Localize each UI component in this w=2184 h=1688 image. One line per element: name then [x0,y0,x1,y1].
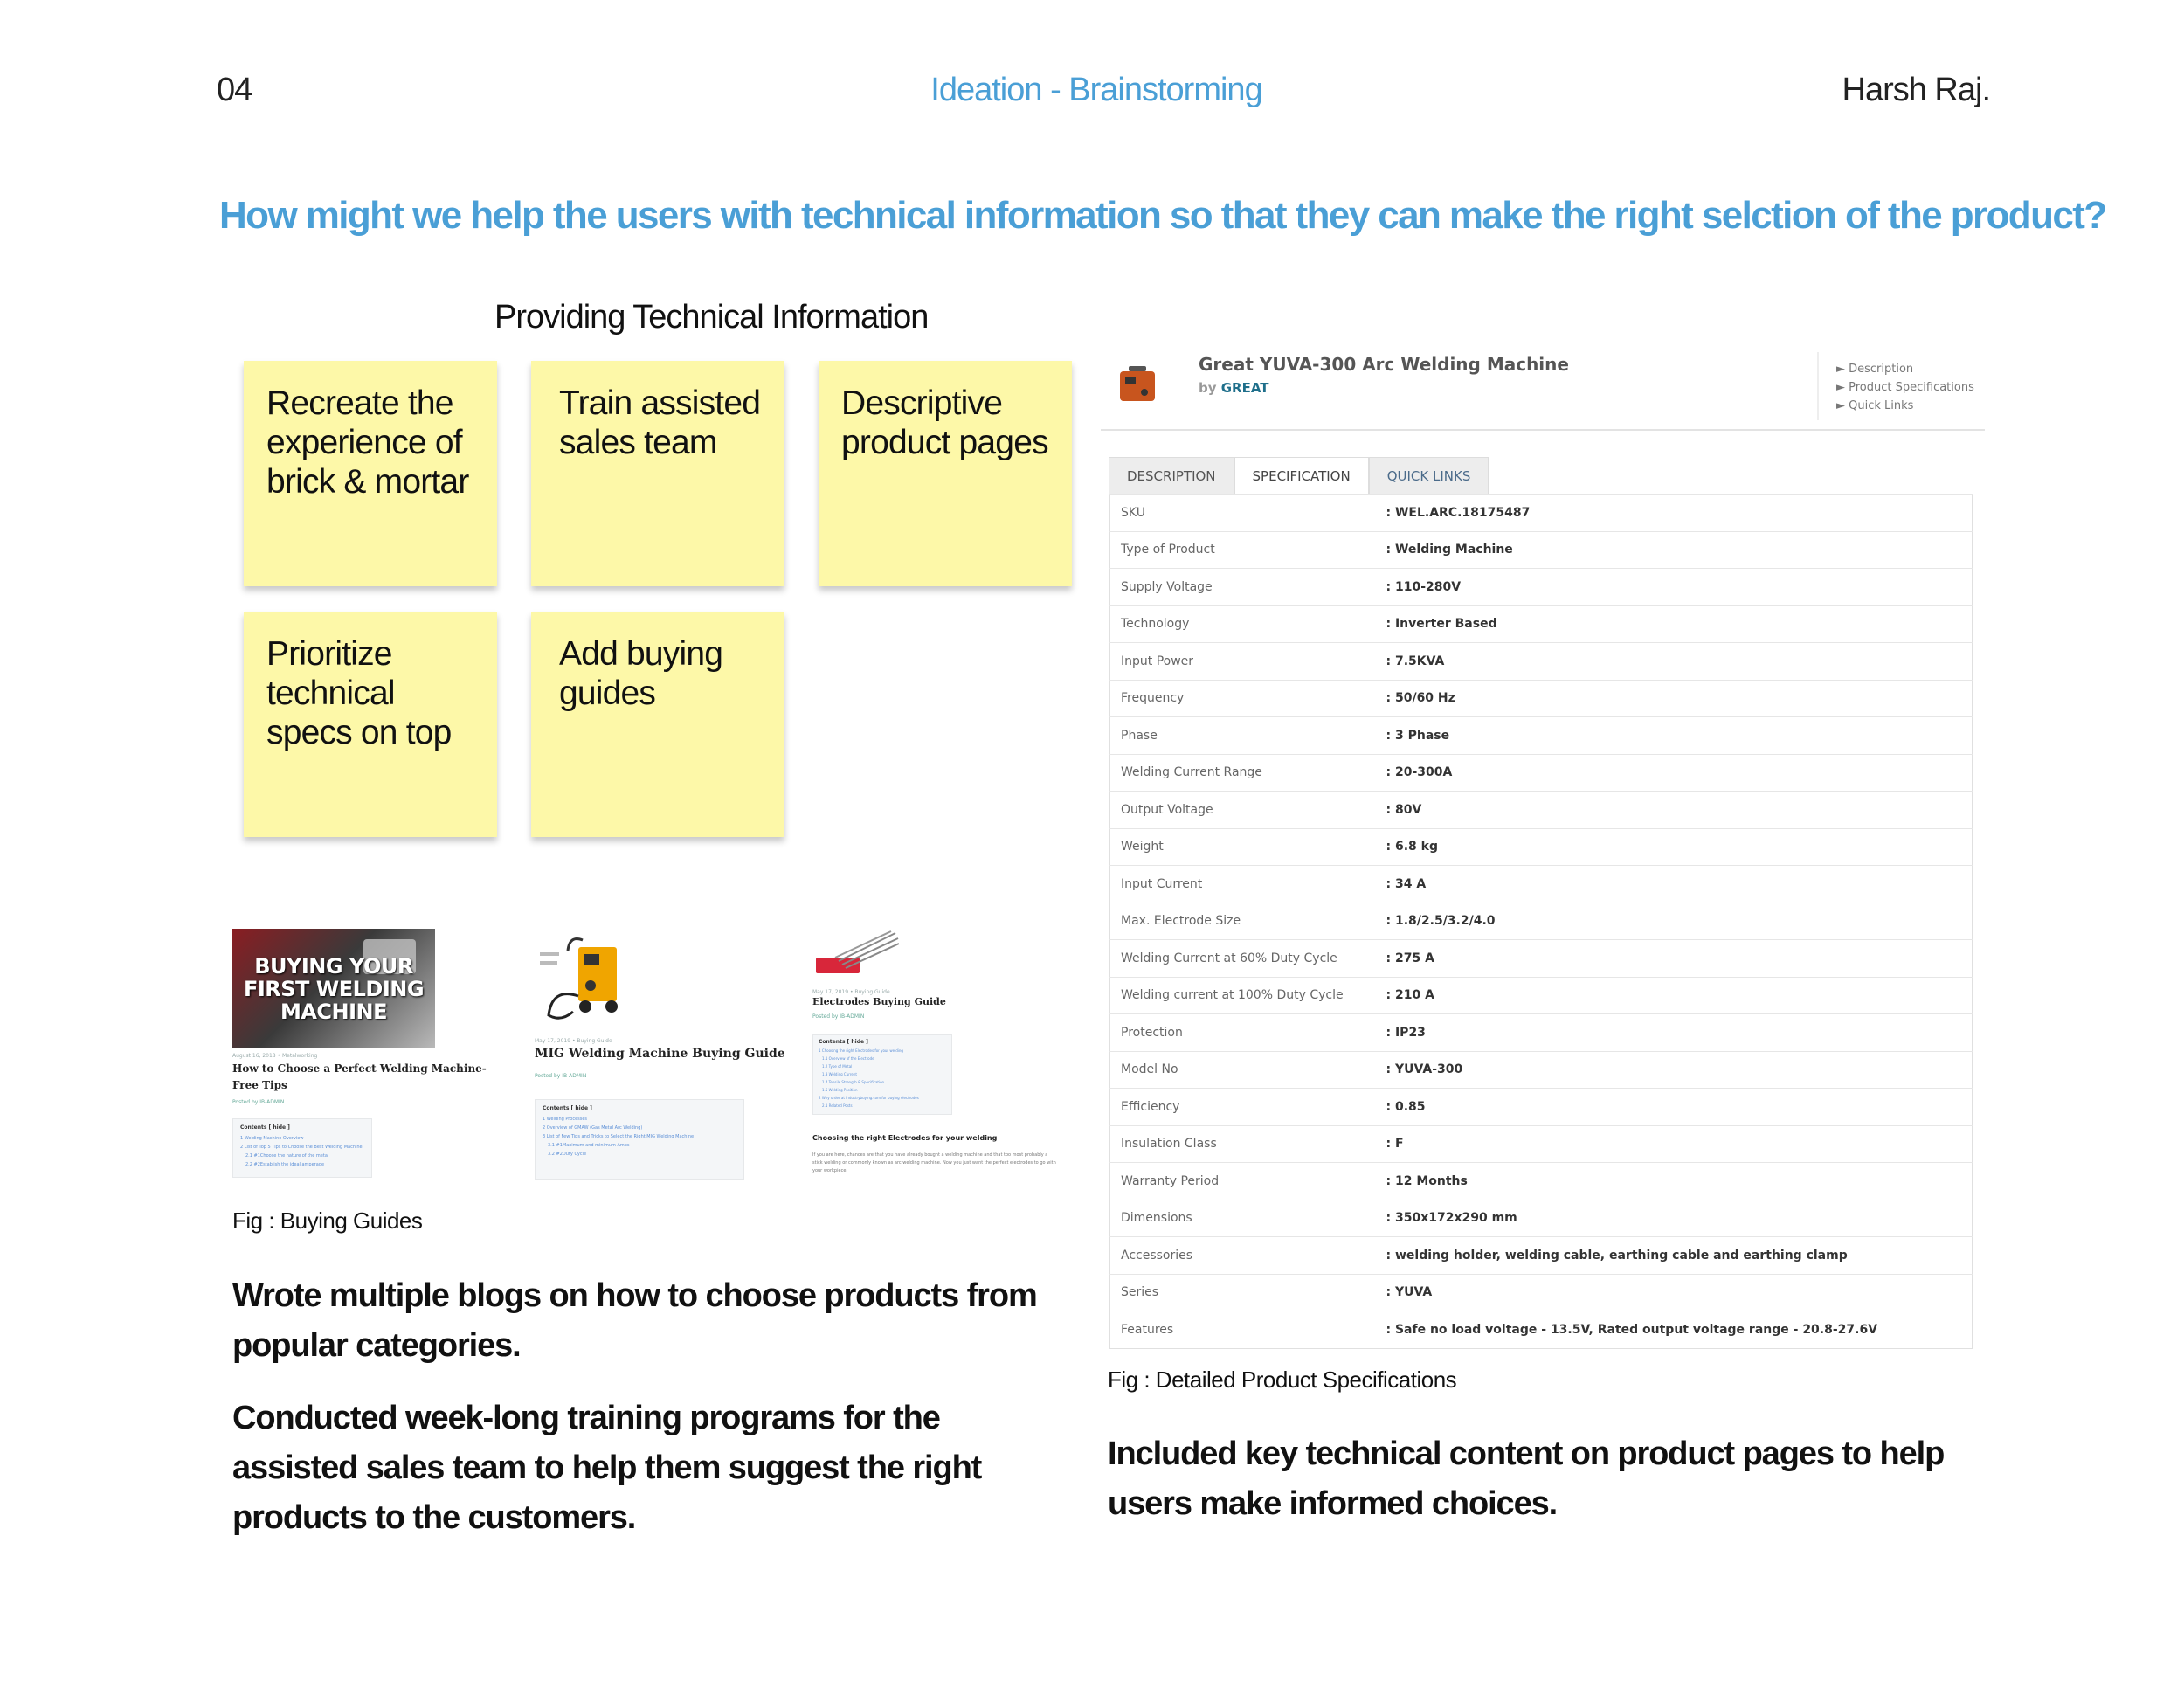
table-row [1110,531,1973,569]
toc-heading: Contents [ hide ] [240,1124,290,1131]
mig-welder-image [535,935,631,1026]
fig-caption-specs: Fig : Detailed Product Specifications [1108,1366,1457,1393]
spec-key: Technology [1110,605,1386,643]
tab-specification[interactable]: SPECIFICATION [1234,457,1369,494]
spec-key: Series [1110,1274,1386,1311]
product-tabs [1109,457,1489,494]
blog-title-link[interactable]: How to Choose a Perfect Welding Machine- Free Tips [232,1062,487,1091]
welding-machine-icon [1116,363,1162,408]
toc-link[interactable]: 2 Why order at industrybuying.com for buying electrodes [819,1096,919,1100]
toc-link[interactable]: 2.2 #2Establish the ideal amperage [245,1162,325,1167]
blog-posted-by: Posted by IB-ADMIN [232,1099,285,1105]
table-row [1110,940,1973,978]
toc-link[interactable]: 1 Welding Processes [543,1117,588,1122]
blog-meta: August 16, 2018 • Metalworking [232,1053,318,1059]
blog-toc [232,1118,372,1178]
how-might-we-question: How might we help the users with technical information so that they can make the right selction of the product? [219,194,2106,237]
spec-value: : 7.5KVA [1386,643,1973,681]
spec-key: Phase [1110,717,1386,755]
spec-value: : 50/60 Hz [1386,680,1973,717]
toc-link[interactable]: 3 List of Few Tips and Tricks to Select the Right MIG Welding Machine [543,1134,695,1139]
spec-key: Welding Current at 60% Duty Cycle [1110,940,1386,978]
author-name: Harsh Raj. [1842,72,1990,108]
specs-paragraph: Included key technical content on product pages to help users make informed choices. [1108,1435,1945,1522]
spec-value: : 34 A [1386,866,1973,903]
blog-posted-by: Posted by IB-ADMIN [535,1073,587,1079]
blog-posted-by: Posted by IB-ADMIN [812,1013,865,1020]
toc-link[interactable]: 3.2 #2Duty Cycle [548,1152,587,1157]
sticky-note: Recreate the experience of brick & mortar [244,361,497,586]
spec-key: Accessories [1110,1237,1386,1275]
product-side-links [1836,360,1974,415]
table-row [1110,1274,1973,1311]
table-row [1110,643,1973,681]
spec-key: Dimensions [1110,1200,1386,1237]
tab-description[interactable]: DESCRIPTION [1109,457,1234,494]
section-title: Providing Technical Information [494,299,929,336]
table-row [1110,1311,1973,1349]
table-row [1110,792,1973,829]
spec-key: Weight [1110,828,1386,866]
spec-key: SKU [1110,495,1386,532]
spec-key: Protection [1110,1014,1386,1052]
spec-key: Insulation Class [1110,1125,1386,1163]
toc-heading: Contents [ hide ] [819,1039,868,1045]
toc-link[interactable]: 1.1 Overview of the Electrode [822,1056,874,1061]
spec-value: : 210 A [1386,977,1973,1014]
spec-value: : welding holder, welding cable, earthing cable and earthing clamp [1386,1237,1973,1275]
spec-key: Warranty Period [1110,1163,1386,1200]
toc-link[interactable]: 1.4 Tensile Strength & Specification [822,1080,885,1084]
spec-value: : F [1386,1125,1973,1163]
toc-link[interactable]: 1.2 Type of Metal [822,1064,853,1069]
electrodes-image [812,930,900,986]
table-row [1110,495,1973,532]
sticky-note: Descriptive product pages [819,361,1072,586]
blog-meta: May 17, 2019 • Buying Guide [812,989,890,995]
spec-key: Type of Product [1110,531,1386,569]
brand-link[interactable]: GREAT [1220,380,1269,396]
spec-value: : YUVA-300 [1386,1051,1973,1089]
table-row [1110,1089,1973,1126]
table-row [1110,717,1973,755]
spec-value: : IP23 [1386,1014,1973,1052]
toc-link[interactable]: 1 Choosing the right Electrodes for your welding [819,1048,903,1053]
spec-key: Max. Electrode Size [1110,903,1386,940]
table-row [1110,977,1973,1014]
spec-value: : 1.8/2.5/3.2/4.0 [1386,903,1973,940]
spec-value: : 275 A [1386,940,1973,978]
toc-link[interactable]: 2.1 #1Choose the nature of the metal [245,1153,329,1159]
spec-value: : 20-300A [1386,754,1973,792]
blog-toc [535,1099,744,1180]
table-row [1110,754,1973,792]
toc-heading: Contents [ hide ] [543,1105,592,1111]
spec-value: : 350x172x290 mm [1386,1200,1973,1237]
spec-value: : 6.8 kg [1386,828,1973,866]
table-row [1110,1200,1973,1237]
spec-value: : YUVA [1386,1274,1973,1311]
spec-value: : 110-280V [1386,569,1973,606]
product-brand-line [1199,380,1269,396]
toc-link[interactable]: 2.1 Related Posts [822,1103,853,1108]
spec-key: Efficiency [1110,1089,1386,1126]
spec-key: Input Current [1110,866,1386,903]
toc-link[interactable]: 1.3 Welding Current [822,1072,857,1076]
quick-links-link[interactable]: ► Quick Links [1836,399,1914,412]
spec-key: Welding current at 100% Duty Cycle [1110,977,1386,1014]
table-row [1110,866,1973,903]
product-thumbnail [1116,363,1162,408]
spec-value: : Safe no load voltage - 13.5V, Rated output voltage range - 20.8-27.6V [1386,1311,1973,1349]
spec-key: Input Power [1110,643,1386,681]
spec-value: : 0.85 [1386,1089,1973,1126]
blog-hero-image [232,929,435,1048]
spec-key: Frequency [1110,680,1386,717]
spec-value: : 80V [1386,792,1973,829]
sticky-note: Prioritize technical specs on top [244,612,497,837]
welding-machine-icon [535,935,631,1026]
table-row [1110,828,1973,866]
spec-key: Output Voltage [1110,792,1386,829]
fig-caption-buying-guides: Fig : Buying Guides [232,1207,423,1234]
table-row [1110,903,1973,940]
training-paragraph: Conducted week-long training programs for the assisted sales team to help them suggest the right products to the customers. [232,1400,982,1536]
blog-title-link[interactable]: MIG Welding Machine Buying Guide [535,1047,785,1061]
blog-toc [812,1034,952,1115]
toc-link[interactable]: 2 List of Top 5 Tips to Choose the Best Welding Machine [240,1145,363,1150]
blog-title-link[interactable]: Electrodes Buying Guide [812,996,946,1007]
description-link[interactable]: ► Description [1836,363,1914,376]
product-header [1101,345,1985,431]
spec-value: : 3 Phase [1386,717,1973,755]
spec-key: Model No [1110,1051,1386,1089]
spec-value: : Inverter Based [1386,605,1973,643]
spec-value: : WEL.ARC.18175487 [1386,495,1973,532]
spec-key: Welding Current Range [1110,754,1386,792]
table-row [1110,1051,1973,1089]
page-title: Ideation - Brainstorming [930,72,1262,108]
table-row [1110,605,1973,643]
by-label: by [1199,380,1217,396]
toc-link[interactable]: 3.1 #1Maximum and minimum Amps [548,1143,630,1148]
divider [1817,352,1819,420]
blog-hero-text: BUYING YOUR FIRST WELDING MACHINE [243,954,425,1024]
spec-key: Supply Voltage [1110,569,1386,606]
table-row [1110,1163,1973,1200]
table-row [1110,1125,1973,1163]
table-row [1110,1237,1973,1275]
blog-meta: May 17, 2019 • Buying Guide [535,1038,612,1044]
tab-quick-links[interactable]: QUICK LINKS [1369,457,1489,494]
table-row [1110,569,1973,606]
blog-excerpt: If you are here, chances are that you have already bought a welding machine and that too most probably a stick welding or commonly known as arc welding machine. Now you just want the perfect electrodes to go with your workpiece. [812,1152,1056,1173]
spec-value: : 12 Months [1386,1163,1973,1200]
table-row [1110,1014,1973,1052]
toc-link[interactable]: 1.5 Welding Position [822,1088,858,1092]
page-number: 04 [217,72,252,108]
sticky-note: Train assisted sales team [531,361,784,586]
table-row [1110,680,1973,717]
toc-link[interactable]: 2 Overview of GMAW (Gas Metal Arc Welding) [543,1125,643,1131]
specifications-link[interactable]: ► Product Specifications [1836,381,1974,394]
sticky-note: Add buying guides [531,612,784,837]
specification-table [1109,494,1973,1349]
blogs-paragraph: Wrote multiple blogs on how to choose products from popular categories. [232,1277,1037,1364]
product-name: Great YUVA-300 Arc Welding Machine [1199,354,1569,375]
blog-subheading: Choosing the right Electrodes for your welding [812,1134,998,1142]
toc-link[interactable]: 1 Welding Machine Overview [240,1136,304,1141]
spec-key: Features [1110,1311,1386,1349]
spec-value: : Welding Machine [1386,531,1973,569]
electrodes-icon [812,930,900,986]
